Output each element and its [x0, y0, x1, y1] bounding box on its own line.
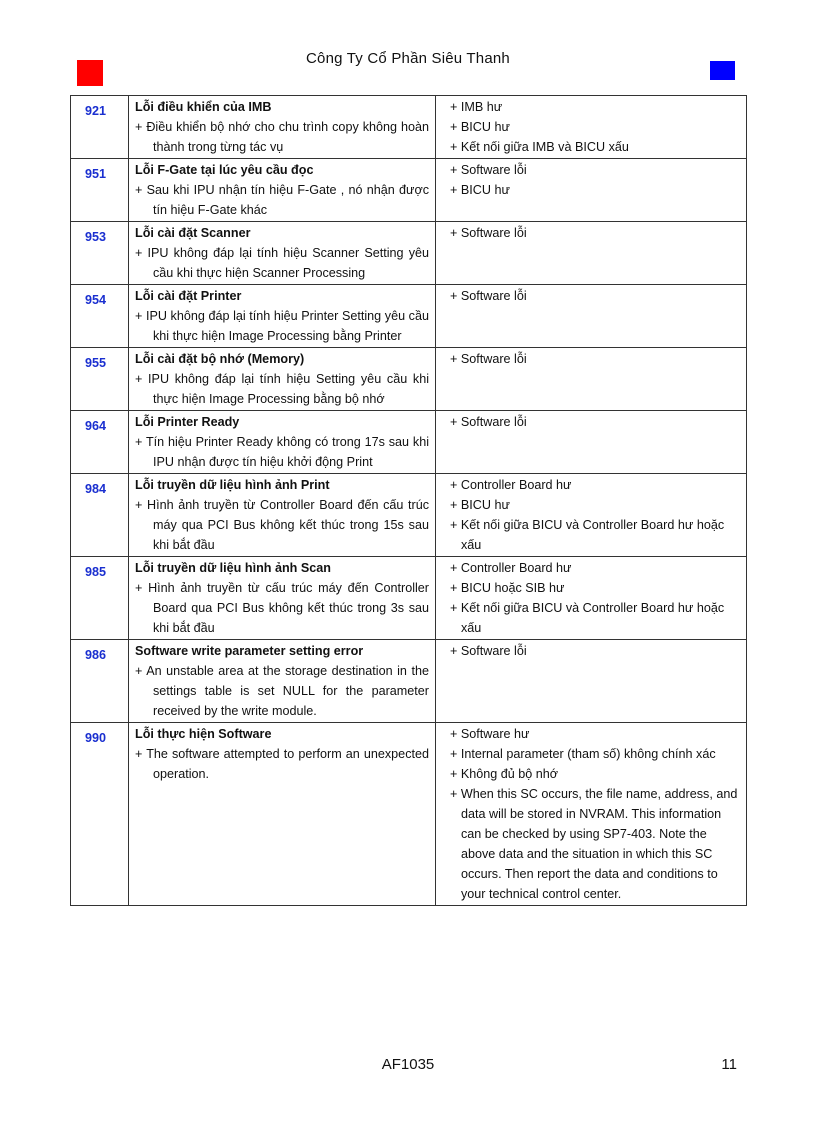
- error-causes: [436, 96, 747, 159]
- error-title: Lỗi cài đặt Scanner: [135, 226, 251, 240]
- error-description: [129, 557, 436, 640]
- error-description: [129, 285, 436, 348]
- error-code: 951: [71, 159, 129, 222]
- error-causes: [436, 474, 747, 557]
- table-row: [71, 640, 747, 723]
- table-row: [71, 285, 747, 348]
- error-code: 955: [71, 348, 129, 411]
- cause-item: + BICU hư: [450, 498, 510, 512]
- cause-item: + Internal parameter (tham số) không chính xác: [450, 747, 716, 761]
- cause-item: + Software lỗi: [450, 289, 527, 303]
- error-causes: [436, 222, 747, 285]
- error-description: [129, 723, 436, 906]
- error-detail: + IPU không đáp lại tính hiệu Setting yêu cầu khi thực hiện Image Processing bằng bộ nhớ: [135, 372, 429, 406]
- error-title: Lỗi truyền dữ liệu hình ảnh Print: [135, 478, 330, 492]
- error-description: [129, 411, 436, 474]
- cause-item: + IMB hư: [450, 100, 503, 114]
- cause-item: + Software hư: [450, 727, 530, 741]
- cause-item: + When this SC occurs, the file name, address, and data will be stored in NVRAM. This information can be checked by using SP7-403. Note the above data and the situation in which this SC occurs. Then report the data and conditions to your technical control center.: [450, 787, 738, 901]
- error-code: 985: [71, 557, 129, 640]
- error-detail: + Hình ảnh truyền từ cấu trúc máy đến Controller Board qua PCI Bus không kết thúc trong 3s sau khi bắt đầu: [135, 581, 429, 635]
- error-code: 921: [71, 96, 129, 159]
- error-code-table: [70, 95, 747, 906]
- error-detail: + An unstable area at the storage destination in the settings table is set NULL for the parameter received by the write module.: [135, 664, 429, 718]
- error-code: 990: [71, 723, 129, 906]
- table-row: [71, 411, 747, 474]
- cause-item: + BICU hư: [450, 120, 510, 134]
- cause-item: + Kết nối giữa BICU và Controller Board hư hoặc xấu: [450, 601, 725, 635]
- error-detail: + IPU không đáp lại tính hiệu Printer Setting yêu cầu khi thực hiện Image Processing bằng Printer: [135, 309, 429, 343]
- table-row: [71, 557, 747, 640]
- error-code: 986: [71, 640, 129, 723]
- error-causes: [436, 159, 747, 222]
- cause-item: + Controller Board hư: [450, 561, 572, 575]
- error-detail: + Hình ảnh truyền từ Controller Board đến cấu trúc máy qua PCI Bus không kết thúc trong 15s sau khi bắt đầu: [135, 498, 429, 552]
- error-title: Lỗi F-Gate tại lúc yêu cầu đọc: [135, 163, 314, 177]
- company-header: Công Ty Cổ Phần Siêu Thanh: [306, 50, 510, 67]
- error-title: Lỗi Printer Ready: [135, 415, 240, 429]
- error-code: 953: [71, 222, 129, 285]
- error-causes: [436, 640, 747, 723]
- error-description: [129, 159, 436, 222]
- error-detail: + Tín hiệu Printer Ready không có trong 17s sau khi IPU nhận được tín hiệu khởi động Print: [135, 435, 429, 469]
- error-title: Lỗi cài đặt bộ nhớ (Memory): [135, 352, 305, 366]
- error-description: [129, 640, 436, 723]
- cause-item: + BICU hư: [450, 183, 510, 197]
- error-title: Lỗi truyền dữ liệu hình ảnh Scan: [135, 561, 331, 575]
- cause-item: + Software lỗi: [450, 415, 527, 429]
- cause-item: + Software lỗi: [450, 352, 527, 366]
- error-code: 984: [71, 474, 129, 557]
- cause-item: + Software lỗi: [450, 644, 527, 658]
- cause-item: + Không đủ bộ nhớ: [450, 767, 559, 781]
- error-detail: + The software attempted to perform an unexpected operation.: [135, 747, 429, 781]
- document-code: AF1035: [381, 1056, 435, 1073]
- error-title: Lỗi cài đặt Printer: [135, 289, 242, 303]
- cause-item: + Software lỗi: [450, 163, 527, 177]
- error-description: [129, 222, 436, 285]
- error-detail: + Điều khiển bộ nhớ cho chu trình copy không hoàn thành trong từng tác vụ: [135, 120, 429, 154]
- cause-item: + Software lỗi: [450, 226, 527, 240]
- cause-item: + BICU hoặc SIB hư: [450, 581, 565, 595]
- cause-item: + Kết nối giữa BICU và Controller Board hư hoặc xấu: [450, 518, 725, 552]
- table-row: [71, 96, 747, 159]
- table-row: [71, 348, 747, 411]
- cause-item: + Controller Board hư: [450, 478, 572, 492]
- error-description: [129, 348, 436, 411]
- error-code: 964: [71, 411, 129, 474]
- error-description: [129, 474, 436, 557]
- error-detail: + Sau khi IPU nhận tín hiệu F-Gate , nó nhận được tín hiệu F-Gate khác: [135, 183, 429, 217]
- error-causes: [436, 557, 747, 640]
- error-title: Software write parameter setting error: [135, 644, 364, 658]
- page-number: 11: [721, 1056, 737, 1073]
- error-causes: [436, 348, 747, 411]
- error-causes: [436, 285, 747, 348]
- error-causes: [436, 723, 747, 906]
- error-code: 954: [71, 285, 129, 348]
- table-row: [71, 159, 747, 222]
- error-description: [129, 96, 436, 159]
- table-row: [71, 222, 747, 285]
- error-title: Lỗi điều khiển của IMB: [135, 100, 272, 114]
- table-row: [71, 723, 747, 906]
- error-title: Lỗi thực hiện Software: [135, 727, 272, 741]
- blue-corner-mark: [710, 61, 735, 80]
- error-causes: [436, 411, 747, 474]
- error-detail: + IPU không đáp lại tính hiệu Scanner Setting yêu cầu khi thực hiện Scanner Processing: [135, 246, 429, 280]
- table-row: [71, 474, 747, 557]
- cause-item: + Kết nối giữa IMB và BICU xấu: [450, 140, 629, 154]
